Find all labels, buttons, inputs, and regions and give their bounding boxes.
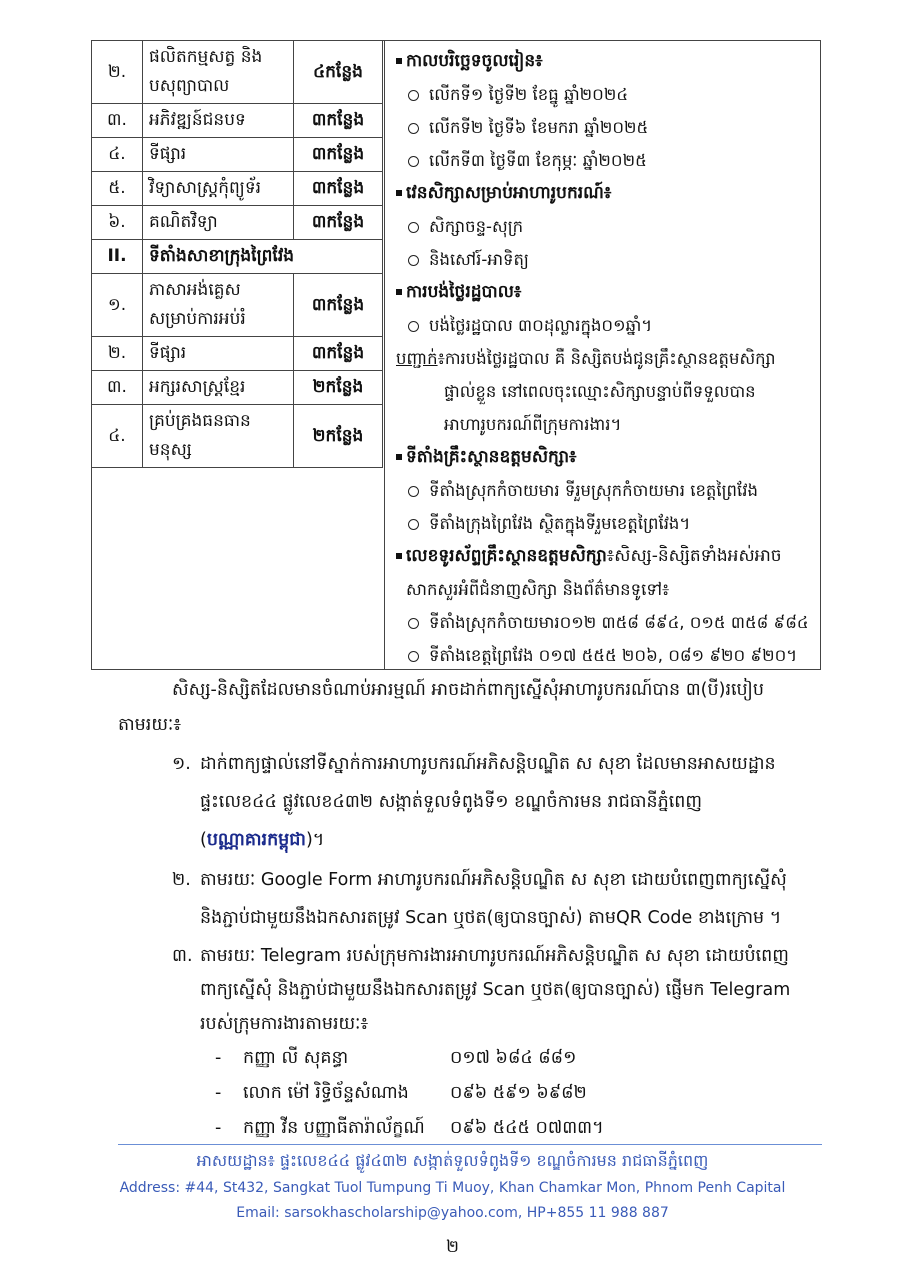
footer-address-kh: អាសយដ្ឋាន៖ ផ្ទះលេខ៤៤ ផ្លូវ៤៣២ សង្កាត់ទួលទំពូងទី១ ខណ្ឌចំការមន រាជធានីភ្នំពេញ xyxy=(196,1151,709,1170)
fee-note-line: ផ្ទាល់ខ្លួន នៅពេលចុះឈ្មោះសិក្សាបន្ទាប់ពីទទួលបាន xyxy=(444,382,756,401)
table-row xyxy=(92,172,383,206)
intro-paragraph-end: តាមរយៈ៖ xyxy=(118,715,182,735)
contact-dash: - xyxy=(215,1048,222,1068)
paren-close: )។ xyxy=(305,830,325,850)
row-number: ៣. xyxy=(92,104,143,138)
bookstore-name: បណ្ណាគារកម្ពុជា xyxy=(206,830,306,850)
study-days-item xyxy=(396,243,816,276)
circle-bullet-icon xyxy=(408,156,419,167)
contact-list xyxy=(215,1041,604,1146)
program-name: អក្សរសាស្ត្រខ្មែរ xyxy=(143,371,294,405)
study-days-item-text: និងសៅរ៍-អាទិត្យ xyxy=(429,250,529,269)
section-title: ទីតាំងសាខាក្រុងព្រៃវែង xyxy=(143,240,383,274)
phone-item xyxy=(396,639,816,672)
program-name: ផលិតកម្មសត្វ និង បសុព្យាបាល xyxy=(143,41,294,104)
row-number: ២. xyxy=(92,337,143,371)
fee-heading xyxy=(396,276,816,309)
method-1-line xyxy=(200,822,324,859)
enroll-item xyxy=(396,78,816,111)
program-name: ទីផ្សារ xyxy=(143,337,294,371)
phone-heading-rest: ៖សិស្ស-និស្សិតទាំងអស់អាច xyxy=(606,546,782,566)
table-row xyxy=(92,371,383,405)
study-days-item xyxy=(396,210,816,243)
page-number: ២ xyxy=(446,1237,459,1257)
contact-phone: ០៩៦ ៥៩១ ៦៩៨២ xyxy=(450,1083,587,1103)
location-item-text: ទីតាំងស្រុកកំចាយមារ ទីរួមស្រុកកំចាយមារ ខេត្តព្រៃវែង xyxy=(429,481,758,500)
row-number: ៥. xyxy=(92,172,143,206)
table-row xyxy=(92,138,383,172)
program-name: គណិតវិទ្យា xyxy=(143,206,294,240)
seat-count: ៣កន្លែង xyxy=(294,172,383,206)
program-name: ទីផ្សារ xyxy=(143,138,294,172)
circle-bullet-icon xyxy=(408,255,419,266)
circle-bullet-icon xyxy=(408,519,419,530)
info-table xyxy=(91,40,821,670)
method-2-line: និងភ្ជាប់ជាមួយនឹងឯកសារតម្រូវ Scan ឬថត(ឲ្យបានច្បាស់) តាមQR Code ខាងក្រោម ។ xyxy=(200,908,782,928)
program-name: វិទ្យាសាស្ត្រកុំព្យូទ័រ xyxy=(143,172,294,206)
seat-count: ៣កន្លែង xyxy=(294,104,383,138)
contact-dash: - xyxy=(215,1083,222,1103)
program-table xyxy=(92,41,383,468)
phone-heading xyxy=(396,540,816,573)
circle-bullet-icon xyxy=(408,618,419,629)
phone-item xyxy=(396,606,816,639)
row-number: ២. xyxy=(92,41,143,104)
circle-bullet-icon xyxy=(408,90,419,101)
program-name: អភិវឌ្ឍន៍ជនបទ xyxy=(143,104,294,138)
table-row xyxy=(92,104,383,138)
location-heading xyxy=(396,441,816,474)
circle-bullet-icon xyxy=(408,222,419,233)
enroll-item-text: លើកទី២ ថ្ងៃទី៦ ខែមករា ឆ្នាំ២០២៥ xyxy=(429,118,649,137)
row-number: II. xyxy=(92,240,143,274)
contact-dash: - xyxy=(215,1118,222,1138)
contact-name: លោក ម៉ៅ រិទ្ធិច័ន្ទសំណាង xyxy=(243,1083,409,1103)
row-number: ១. xyxy=(92,274,143,337)
footer-divider xyxy=(118,1144,822,1145)
fee-note-line: អាហារូបករណ៍ពីក្រុមការងារ។ xyxy=(444,415,622,434)
intro-paragraph: សិស្ស-និស្សិតដែលមានចំណាប់អារម្មណ៍ អាចដាក់ពាក្យស្នើសុំអាហារូបករណ៍បាន ៣(បី)របៀប xyxy=(172,680,764,700)
method-number: ១. xyxy=(172,754,191,774)
seat-count: ៣កន្លែង xyxy=(294,138,383,172)
seat-count: ៣កន្លែង xyxy=(294,274,383,337)
enroll-item xyxy=(396,111,816,144)
table-row xyxy=(92,337,383,371)
contact-row xyxy=(215,1041,604,1076)
footer-contact: Email: sarsokhascholarship@yahoo.com, HP+855 11 988 887 xyxy=(236,1205,669,1221)
phone-heading-text: លេខទូរស័ព្ទគ្រឹះស្ថានឧត្តមសិក្សា xyxy=(406,546,607,566)
enroll-item-text: លើកទី៣ ថ្ងៃទី៣ ខែកុម្ភៈ ឆ្នាំ២០២៥ xyxy=(429,151,647,170)
table-row xyxy=(92,274,383,337)
contact-phone: ០១៧ ៦៨៤ ៨៨១ xyxy=(450,1048,577,1068)
table-row xyxy=(92,405,383,468)
method-number: ២. xyxy=(172,870,191,890)
program-name: ភាសាអង់គ្លេស សម្រាប់ការអប់រំ xyxy=(143,274,294,337)
seat-count: ២កន្លែង xyxy=(294,405,383,468)
phone-item-text: ទីតាំងស្រុកកំចាយមារ០១២ ៣៥៨ ៨៩៤, ០១៥ ៣៥៨ ៩៨៤ xyxy=(429,613,809,632)
contact-row xyxy=(215,1111,604,1146)
square-bullet-icon xyxy=(396,289,402,295)
seat-count: ២កន្លែង xyxy=(294,371,383,405)
circle-bullet-icon xyxy=(408,321,419,332)
study-days-heading xyxy=(396,177,816,210)
table-row xyxy=(92,41,383,104)
contact-row xyxy=(215,1076,604,1111)
method-3-line: របស់ក្រុមការងារតាមរយៈ៖ xyxy=(200,1014,369,1034)
contact-name: កញ្ញា លី សុគន្ធា xyxy=(243,1048,349,1068)
square-bullet-icon xyxy=(396,553,402,559)
table-row xyxy=(92,206,383,240)
seat-count: ៣កន្លែង xyxy=(294,337,383,371)
circle-bullet-icon xyxy=(408,651,419,662)
enroll-heading-text: កាលបរិច្ឆេទចូលរៀន៖ xyxy=(406,51,543,71)
row-number: ៤. xyxy=(92,405,143,468)
circle-bullet-icon xyxy=(408,486,419,497)
location-item xyxy=(396,474,816,507)
square-bullet-icon xyxy=(396,58,402,64)
square-bullet-icon xyxy=(396,190,402,196)
row-number: ៤. xyxy=(92,138,143,172)
fee-note-label: បញ្ជាក់ xyxy=(396,349,438,368)
enroll-heading xyxy=(396,45,816,78)
fee-heading-text: ការបង់ថ្លៃរដ្ឋបាល៖ xyxy=(406,282,522,302)
method-1-line: ដាក់ពាក្យផ្ទាល់នៅទីស្នាក់ការអាហារូបករណ៍អភិសន្តិបណ្ឌិត ស សុខា ដែលមានអាសយដ្ឋាន xyxy=(200,754,776,774)
location-item-text: ទីតាំងក្រុងព្រៃវែង ស្ថិតក្នុងទីរួមខេត្តព្រៃវែង។ xyxy=(429,514,691,533)
footer-address-en: Address: #44, St432, Sangkat Tuol Tumpung Ti Muoy, Khan Chamkar Mon, Phnom Penh Capital xyxy=(119,1180,786,1196)
program-name: គ្រប់គ្រងធនធាន មនុស្ស xyxy=(143,405,294,468)
study-days-heading-text: វេនសិក្សាសម្រាប់អាហារូបករណ៍៖ xyxy=(406,183,612,203)
method-1-line: ផ្ទះលេខ៤៤ ផ្លូវលេខ៤៣២ សង្កាត់ទួលទំពូងទី១ ខណ្ឌចំការមន រាជធានីភ្នំពេញ xyxy=(200,792,703,812)
method-3-line: ពាក្យស្នើសុំ និងភ្ជាប់ជាមួយនឹងឯកសារតម្រូវ Scan ឬថត(ឲ្យបានច្បាស់) ផ្ញើមក Telegram xyxy=(200,980,791,1000)
program-column xyxy=(92,41,385,669)
row-number: ៣. xyxy=(92,371,143,405)
contact-name: កញ្ញា វីន បញ្ញាធីតារ៉ាល័ក្ខណ៍ xyxy=(243,1118,425,1138)
circle-bullet-icon xyxy=(408,123,419,134)
location-item xyxy=(396,507,816,540)
method-3-line: តាមរយៈ Telegram របស់ក្រុមការងារអាហារូបករណ៍អភិសន្តិបណ្ឌិត ស សុខា ដោយបំពេញ xyxy=(200,946,789,966)
fee-note xyxy=(396,342,816,375)
square-bullet-icon xyxy=(396,454,402,460)
contact-phone: ០៩៦ ៥៤៥ ០៧៣៣។ xyxy=(450,1118,604,1138)
method-2-line: តាមរយៈ Google Form អាហារូបករណ៍អភិសន្តិបណ្ឌិត ស សុខា ដោយបំពេញពាក្យស្នើសុំ xyxy=(200,870,787,890)
method-number: ៣. xyxy=(172,946,193,966)
location-heading-text: ទីតាំងគ្រឹះស្ថានឧត្តមសិក្សា៖ xyxy=(406,447,577,467)
table-section-row xyxy=(92,240,383,274)
seat-count: ៤កន្លែង xyxy=(294,41,383,104)
paren-open: ( xyxy=(200,830,207,850)
fee-item-text: បង់ថ្លៃរដ្ឋបាល ៣០ដុល្លារក្នុង០១ឆ្នាំ។ xyxy=(429,316,653,335)
seat-count: ៣កន្លែង xyxy=(294,206,383,240)
study-days-item-text: សិក្សាចន្ទ-សុក្រ xyxy=(429,217,524,236)
fee-note-text: ៖ការបង់ថ្លៃរដ្ឋបាល គឺ និស្សិតបង់ជូនគ្រឹះស្ថានឧត្តមសិក្សា xyxy=(437,349,776,368)
row-number: ៦. xyxy=(92,206,143,240)
details-column xyxy=(396,45,816,672)
phone-intro-line: សាកសួរអំពីជំនាញសិក្សា និងព័ត៌មានទូទៅ៖ xyxy=(406,580,670,599)
enroll-item-text: លើកទី១ ថ្ងៃទី២ ខែធ្នូ ឆ្នាំ២០២៤ xyxy=(429,85,629,104)
fee-item xyxy=(396,309,816,342)
enroll-item xyxy=(396,144,816,177)
phone-item-text: ទីតាំងខេត្តព្រៃវែង ០១៧ ៥៥៥ ២០៦, ០៨១ ៩២០ ៩២០។ xyxy=(429,646,798,665)
